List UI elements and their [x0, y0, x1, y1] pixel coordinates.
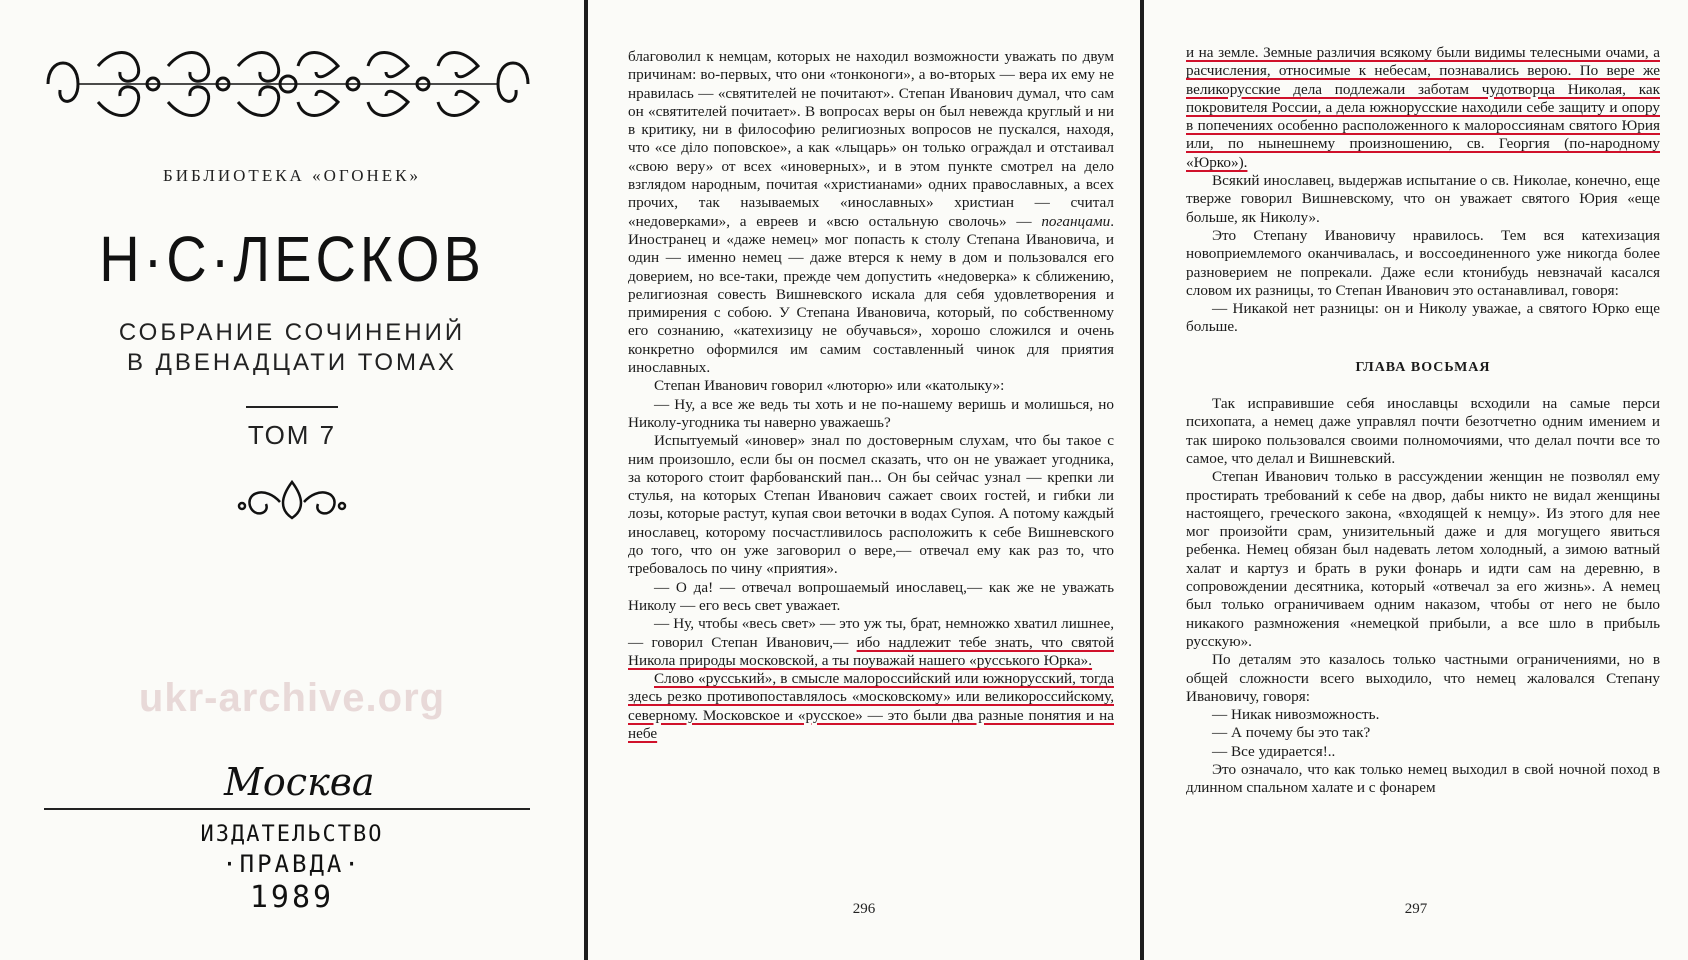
chapter-heading: ГЛАВА ВОСЬМАЯ [1355, 359, 1491, 375]
paragraph: — Ну, чтобы «весь свет» — это уж ты, брат, немножко хватил лишнее,— говорил Степан Иванович,— ибо надлежит тебе знать, что святой Никола природы московской, а ты поуважай нашего «русського Юрка». [628, 615, 1114, 669]
highlighted-passage: Слово «русський», в смысле малороссийский или южнорусский, тогда здесь резко противопоставлялось «московскому» или великороссийскому, северному. Московское и «русское» — это были два разные понятия и на небе [628, 670, 1114, 742]
divider [44, 808, 530, 810]
publisher-line-2: ·ПРАВДА· [222, 850, 362, 878]
paragraph: По деталям это казалось только частными ограничениями, но в общей сложности всего выходило, что немец жаловался Степану Ивановичу, говоря: [1186, 651, 1660, 705]
publisher-line-1: ИЗДАТЕЛЬСТВО [200, 822, 384, 847]
publication-year: 1989 [249, 880, 335, 915]
publication-city: Москва [224, 760, 375, 804]
paragraph: Степан Иванович только в рассуждении женщин не позволял ему простирать требований к себе на двор, дабы никто не видал женщины настоящего, греческого закона, «входящей к немцу». Из этого для нее мог произойти срам, унизительный даже и для могущего явиться ребенка. Немец обязан был надевать летом холодный, а зимою ватный халат и картуз и брать в руки фонарь и идти сам на деревню, в сопровождении десятника, который «отвечал за его жизнь». А немец был только ограничиваем одним наказом, чтобы от него не было никакого размножения «немецкой прибыли, а все шло в прибыль русскую». [1186, 468, 1660, 650]
highlighted-passage: и на земле. Земные различия всякому были видимы телесными очами, а расчисления, относимые к небесам, познавались верою. По вере же великорусские дела подлежали заботам чудотворца Николая, как покровителя России, а дела южнорусские находили себе защиту и опору в попечениях особенно расположенного к малороссиянам святого Юрия или, по нынешнему произношению, св. Георгия (по-народному «Юрко»). [1186, 44, 1660, 171]
paragraph: — Никак нивозможность. [1212, 706, 1380, 724]
page-text [628, 48, 1114, 743]
collection-line-1: СОБРАНИЕ СОЧИНЕНИЙ [118, 319, 466, 346]
book-page-296 [588, 0, 1140, 960]
paragraph: Испытуемый «иновер» знал по достоверным слухам, что бы такое с ним произошло, если бы он посмел сказать, что он не уважает угодника, за которого стоит фарбованский пан... Он бы сейчас узнал — крепки ли стулья, на которых Степан Иванович сажает своих гостей, и гибки ли лозы, которые растут, купая свои веточки в водах Супоя. А потому каждый инославец, которому посчастливилось расположить к себе Вишневского до того, что он уже заговорил о вере,— отвечал ему как раз то, что требовалось по чину «приятия». [628, 432, 1114, 578]
fleuron-icon [236, 476, 348, 524]
paragraph: Это Степану Ивановичу нравилось. Тем вся катехизация новоприемлемого оканчивалась, и воссоединенного уже никогда более разноверием не попрекали. Даже если ктонибудь невзначай касался словом их разницы, то Степан Иванович это останавливал, говоря: [1186, 226, 1660, 299]
paragraph: Так исправившие себя инославцы всходили на самые перси психопата, а немец даже управлял почти безотчетно одним имением и так широко пользовался своими полномочиями, что делал почти все то самое, что делал и Вишневский. [1186, 395, 1660, 467]
italic-word: поганцами [1041, 212, 1111, 230]
watermark-text: ukr-archive.org [138, 676, 446, 720]
title-page [0, 0, 584, 960]
paragraph [628, 670, 1114, 743]
paragraph: — О да! — отвечал вопрошаемый инославец,— как же не уважать Николу — его весь свет уважает. [628, 578, 1114, 614]
paragraph: Это означало, что как только немец выходил в свой ночной поход в длинном спальном халате и с фонарем [1186, 760, 1660, 797]
book-page-297 [1144, 0, 1688, 960]
paragraph: благоволил к немцам, которых не находил возможности уважать по двум причинам: во-первых, что они «тонконоги», а во-вторых — вера их ему не нравилась — «святителей не почитают». Степан Иванович думал, что сам он «святителей почитает». В вопросах веры он был невежда круглый и ни в критику, ни в философию религиозных вопросов не пускался, находя, что «се діло поповское», а как «лыцарь» он только ограждал и отстаивал «свою веру» от всех «иноверных», и в этом пункте смотрел на дело взглядом народным, почитая «христианами» одних православных, а всех прочих, так называемых «инославных» христиан — считал «недоверками», а евреев и «всю остальную сволочь» — поганцами. Иностранец и «даже немец» мог попасть к столу Степана Ивановича, и один — именно немец — даже втерся к нему в дом и пользовался его доверием, но все-таки, прежде чем допустить «недоверка» к сближению, религиозная совесть Вишневского искала для себя удовлетворения и примирения с собою. У Степана Ивановича, который, по собственному его сознанию, «катехизицу не обучавься», хорошо сложился и очень конкретно оформился им самим составленный чинок для приятия инославных. [628, 48, 1115, 377]
library-series-title: БИБЛИОТЕКА «ОГОНЕК» [162, 166, 422, 185]
page-number: 297 [1404, 901, 1428, 917]
collection-line-2: В ДВЕНАДЦАТИ ТОМАХ [126, 349, 458, 376]
paragraph: — Ну, а все же ведь ты хоть и не по-нашему веришь и молишься, но Николу-угодника ты наверно уважаешь? [628, 395, 1114, 431]
collection-title [0, 318, 584, 378]
paragraph: Всякий инославец, выдержав испытание о св. Николае, конечно, еще тверже говорил Вишневскому, что он уважает святого Юрия «еще больше, як Николу». [1186, 172, 1660, 226]
paragraph: Степан Иванович говорил «люторю» или «католыку»: [654, 377, 1005, 395]
author-name: Н·С·ЛЕСКОВ [99, 222, 485, 295]
paragraph: — Все удирается!.. [1212, 742, 1336, 760]
page-number: 296 [852, 901, 876, 917]
page-text [1186, 44, 1660, 798]
divider [246, 406, 338, 408]
scroll-ornament-icon [38, 46, 538, 122]
paragraph: — Никакой нет разницы: он и Николу уважае, а святого Юрко еще больше. [1186, 300, 1660, 336]
highlighted-passage: ибо надлежит тебе знать, что святой Никола природы московской, а ты поуважай нашего «русського Юрка». [628, 633, 1114, 669]
paragraph [1186, 44, 1660, 172]
paragraph: — А почему бы это так? [1212, 724, 1371, 742]
volume-number: ТОМ 7 [247, 420, 337, 450]
